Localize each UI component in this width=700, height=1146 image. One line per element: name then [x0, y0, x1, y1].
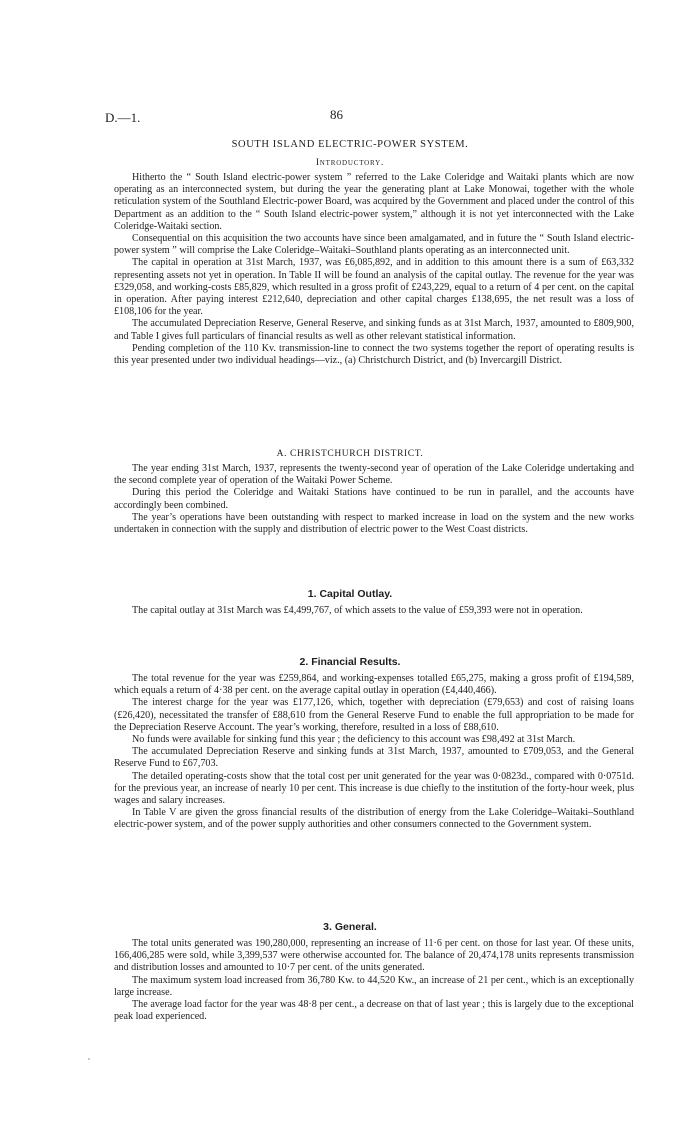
paragraph: Pending completion of the 110 Kv. transmission-line to connect the two systems together the report of operating results is this year presented under two individual headings—viz., (a) Christchurch District, and (b) Invercargill District. — [114, 342, 634, 367]
paragraph: The accumulated Depreciation Reserve and sinking funds at 31st March, 1937, amounted to £709,053, and the General Reserve Fund to £67,703. — [114, 746, 634, 770]
paragraph: The maximum system load increased from 36,780 Kw. to 44,520 Kw., an increase of 21 per cent., which is an exceptionally large increase. — [114, 974, 634, 998]
paragraph: In Table V are given the gross financial results of the distribution of energy from the Lake Coleridge–Waitaki–Southland electric-power system, and of the power supply authorities and other consumers connected to the Government system. — [114, 807, 634, 831]
paragraph: Hitherto the “ South Island electric-power system ” referred to the Lake Coleridge and Waitaki plants which are now operating as an interconnected system, but during the year the generating plant at Lake Monowai, together with the whole reticulation system of the Southland Electric-power Board, was acquired by the Government and placed under the control of this Department as an addition to the “ South Island electric-power system,” although it is not yet interconnected with the Lake Coleridge-Waitaki section. — [114, 172, 634, 232]
financial-results-section — [114, 673, 634, 832]
intro-section — [114, 172, 634, 367]
section-heading-capital-outlay: 1. Capital Outlay. — [307, 588, 393, 600]
paragraph: The detailed operating-costs show that the total cost per unit generated for the year was 0·0823d., compared with 0·0751d. for the previous year, an increase of nearly 10 per cent. This increase is due chiefly to the institution of the forty-hour week, plus wages and salary increases. — [114, 770, 634, 807]
paragraph: The total revenue for the year was £259,864, and working-expenses totalled £65,275, making a gross profit of £194,589, which equals a return of 4·38 per cent. on the average capital outlay in operation (£4,440,466). — [114, 673, 634, 697]
paragraph: Consequential on this acquisition the two accounts have since been amalgamated, and in future the “ South Island electric-power system ” will comprise the Lake Coleridge–Waitaki–Southland plants operating as an interconnected unit. — [114, 233, 634, 257]
paragraph: The total units generated was 190,280,000, representing an increase of 11·6 per cent. on those for last year. Of these units, 166,406,285 were sold, while 3,399,537 were otherwise accounted for. The balance of 20,474,178 units represents transmission and distribution losses and amounted to 10·7 per cent. of the units generated. — [114, 938, 634, 974]
paragraph: During this period the Coleridge and Waitaki Stations have continued to be run in parallel, and the accounts have accordingly been combined. — [114, 487, 634, 511]
paragraph: The accumulated Depreciation Reserve, General Reserve, and sinking funds as at 31st March, 1937, amounted to £809,900, and Table I gives full particulars of financial results as well as other relevant statistical information. — [114, 318, 634, 342]
document-code: D.—1. — [105, 110, 141, 125]
section-heading-financial-results: 2. Financial Results. — [299, 656, 401, 668]
page-number: 86 — [330, 107, 343, 122]
paragraph: The capital in operation at 31st March, 1937, was £6,085,892, and in addition to this amount there is a sum of £63,332 representing assets not yet in operation. In Table II will be found an analysis of the capital outlay. The revenue for the year was £329,058, and working-costs £85,829, which resulted in a gross profit of £243,229, equal to a return of 4 per cent. on the capital in operation. After paying interest £212,640, depreciation and other capital charges £138,695, the net result was a loss of £108,106 for the year. — [114, 257, 634, 318]
document-title: SOUTH ISLAND ELECTRIC-POWER SYSTEM. — [231, 139, 469, 150]
general-section — [114, 938, 634, 1023]
district-heading: A. CHRISTCHURCH DISTRICT. — [276, 449, 424, 459]
paragraph: The capital outlay at 31st March was £4,499,767, of which assets to the value of £59,393 were not in operation. — [132, 605, 583, 616]
paragraph: No funds were available for sinking fund this year ; the deficiency to this account was £98,492 at 31st March. — [132, 734, 576, 746]
paragraph: The interest charge for the year was £177,126, which, together with depreciation (£79,653) and cost of raising loans (£26,420), necessitated the transfer of £88,610 from the General Reserve Fund to enable the full appropriation to be made for the Depreciation Reserve Account. The year’s working, therefore, resulted in a loss of £88,610. — [114, 697, 634, 733]
section-heading-general: 3. General. — [323, 921, 377, 933]
intro-heading: Introductory. — [315, 158, 385, 168]
scan-speck — [88, 1058, 90, 1060]
district-section — [114, 463, 634, 536]
paragraph: The average load factor for the year was 48·8 per cent., a decrease on that of last year ; this is largely due to the exceptional peak load experienced. — [114, 999, 634, 1023]
paragraph: The year’s operations have been outstanding with respect to marked increase in load on the system and the new works undertaken in connection with the supply and distribution of electric power to the West Coast districts. — [114, 511, 634, 536]
capital-outlay-section — [114, 605, 634, 617]
paragraph: The year ending 31st March, 1937, represents the twenty-second year of operation of the Lake Coleridge undertaking and the second complete year of operation of the Waitaki Power Scheme. — [114, 463, 634, 487]
